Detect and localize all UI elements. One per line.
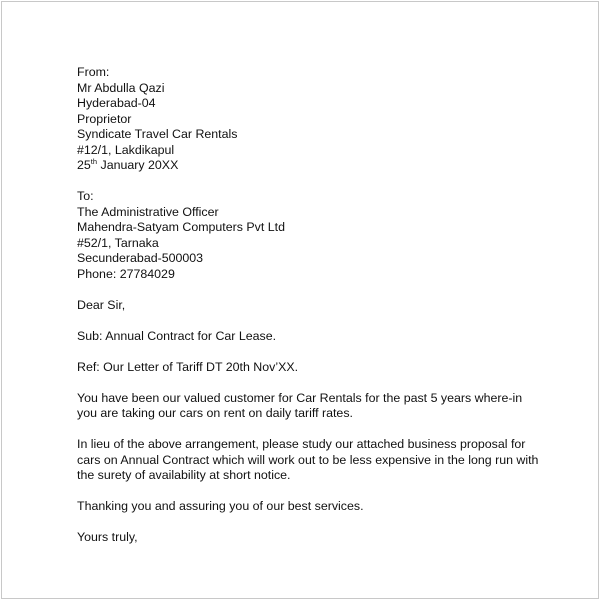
recipient-address: #52/1, Tarnaka [77,235,159,250]
thanks-line: Thanking you and assuring you of our best services. [77,499,364,513]
recipient-phone: Phone: 27784029 [77,266,175,281]
paragraph-line: you are taking our cars on rent on daily tariff rates. [77,406,353,420]
letter-date [77,158,547,174]
recipient-city: Secunderabad-500003 [77,251,204,265]
document-page [1,1,599,599]
recipient-company: Mahendra-Satyam Computers Pvt Ltd [77,220,285,234]
paragraph-proposal [77,437,547,484]
sender-company: Syndicate Travel Car Rentals [77,127,238,141]
paragraph-line: the surety of availability at short notice. [77,468,291,482]
date-rest: January 20XX [97,158,179,172]
sender-label: From: [77,65,110,79]
spacer [77,484,547,500]
spacer [77,422,547,438]
recipient-label: To: [77,189,94,203]
spacer [77,313,547,329]
paragraph-line: cars on Annual Contract which will work out to be less expensive in the long run with [77,452,539,467]
spacer [77,174,547,190]
spacer [77,515,547,531]
letter-body [77,65,547,546]
sender-address: #12/1, Lakdikapul [77,142,175,157]
paragraph-customer [77,391,547,422]
salutation: Dear Sir, [77,297,126,312]
paragraph-line: In lieu of the above arrangement, please study our attached business proposal for [77,437,526,451]
closing-line: Yours truly, [77,530,138,544]
recipient-block [77,189,547,282]
spacer [77,344,547,360]
reference-line: Ref: Our Letter of Tariff DT 20th Nov’XX. [77,359,299,374]
sender-title: Proprietor [77,111,132,126]
spacer [77,282,547,298]
sender-block [77,65,547,174]
sender-city: Hyderabad-04 [77,96,156,110]
subject-line: Sub: Annual Contract for Car Lease. [77,328,277,343]
date-day: 25 [77,158,91,172]
recipient-title: The Administrative Officer [77,204,219,219]
sender-name: Mr Abdulla Qazi [77,80,165,95]
paragraph-line: You have been our valued customer for Car Rentals for the past 5 years where-in [77,390,523,405]
date-suffix: th [90,157,98,166]
spacer [77,375,547,391]
